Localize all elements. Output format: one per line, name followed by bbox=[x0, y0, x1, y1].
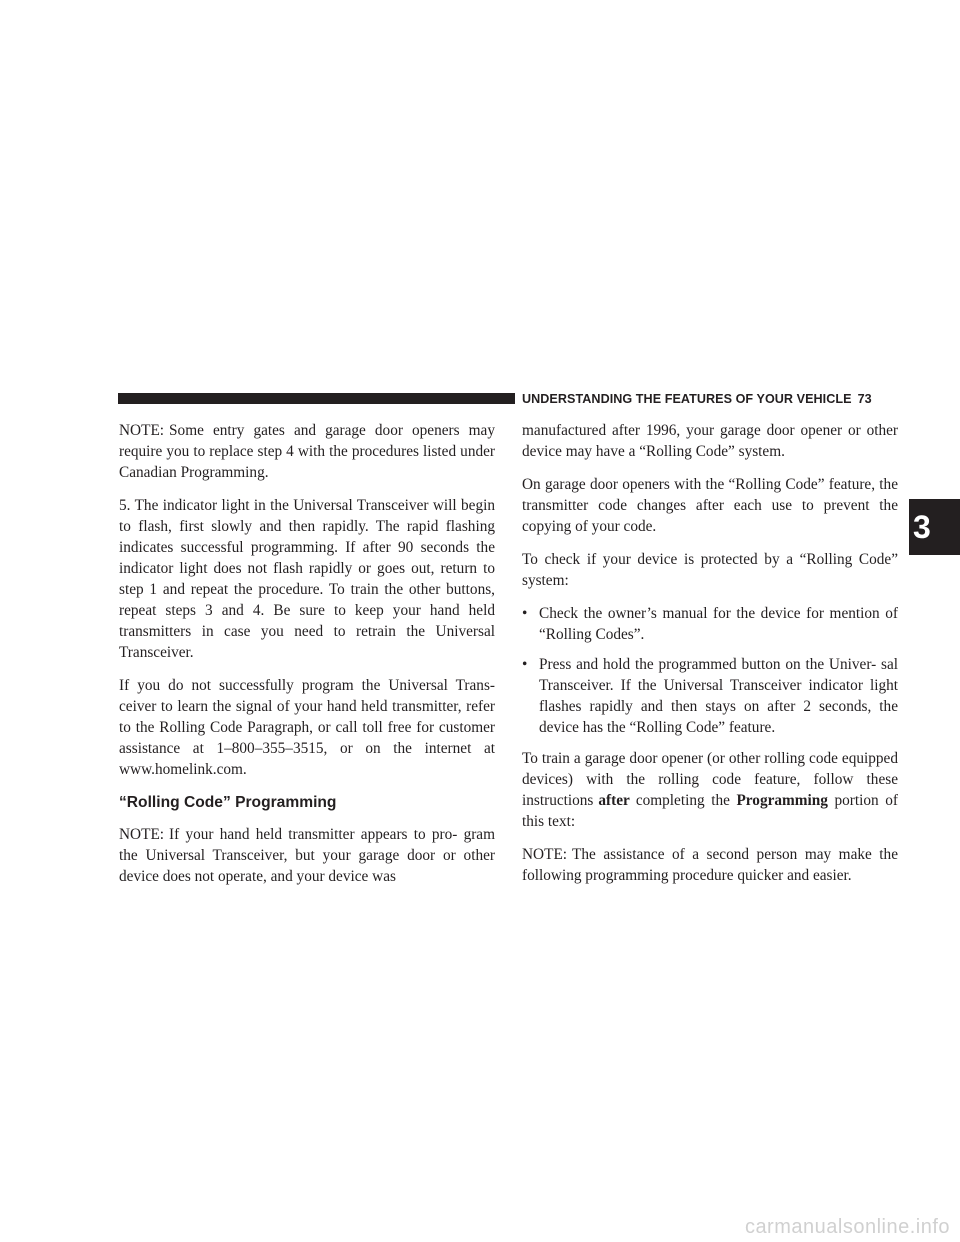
note-label: NOTE: bbox=[119, 422, 165, 439]
list-item bbox=[522, 654, 898, 738]
emphasis-after: after bbox=[598, 792, 630, 809]
list-item-text: Press and hold the programmed button on the Univer- sal Transceiver. If the Universal Transceiver indicator light flashes rapidly and then stays on after 2 seconds, the device has the “Rolling Code” feature. bbox=[539, 656, 898, 736]
note-paragraph bbox=[522, 844, 898, 886]
header-rule bbox=[118, 393, 515, 404]
bullet-icon: • bbox=[522, 656, 528, 673]
note-text: If your hand held transmitter appears to pro- gram the Universal Transceiver, but your garage door or other device does not operate, and your device was bbox=[119, 826, 495, 885]
bullet-list bbox=[522, 603, 898, 738]
step5-paragraph: 5. The indicator light in the Universal Transceiver will begin to flash, first slowly and then rapidly. The rapid flashing indicates successful programming. If after 90 seconds the indicator light does not flash rapidly or goes out, return to step 1 and repeat the procedure. To train the other buttons, repeat steps 3 and 4. Be sure to keep your hand held transmitters in case you need to retrain the Universal Transceiver. bbox=[119, 497, 495, 661]
rolling-code-feature-paragraph: On garage door openers with the “Rolling Code” feature, the transmitter code changes after each use to prevent the copying of your code. bbox=[522, 476, 898, 535]
header-title: UNDERSTANDING THE FEATURES OF YOUR VEHICLE bbox=[522, 392, 852, 406]
note-text: Some entry gates and garage door openers may require you to replace step 4 with the procedures listed under Canadian Programming. bbox=[119, 422, 495, 481]
watermark bbox=[0, 1214, 960, 1242]
train-paragraph bbox=[522, 748, 898, 832]
bullet-icon: • bbox=[522, 605, 528, 622]
chapter-number: 3 bbox=[913, 509, 931, 545]
emphasis-programming: Programming bbox=[736, 792, 828, 809]
note-paragraph bbox=[119, 824, 495, 887]
list-item bbox=[522, 603, 898, 645]
chapter-tab bbox=[909, 499, 960, 555]
note-label: NOTE: bbox=[522, 846, 568, 863]
train-text: portion of this text: bbox=[522, 792, 898, 830]
note-text: The assistance of a second person may make the following programming procedure quicker and easier. bbox=[522, 846, 898, 884]
section-heading: “Rolling Code” Programming bbox=[119, 794, 337, 811]
note-paragraph bbox=[119, 420, 495, 483]
left-column bbox=[119, 420, 495, 899]
train-text: To train a garage door opener (or other rolling code equipped devices) with the rolling code feature, follow these instructions bbox=[522, 750, 898, 809]
running-header bbox=[522, 391, 904, 407]
check-device-paragraph: To check if your device is protected by a “Rolling Code” system: bbox=[522, 551, 898, 589]
list-item-text: Check the owner’s manual for the device for mention of “Rolling Codes”. bbox=[539, 605, 898, 643]
right-column bbox=[522, 420, 898, 898]
train-text: completing the bbox=[635, 792, 730, 809]
note-label: NOTE: bbox=[119, 826, 165, 843]
continued-paragraph: manufactured after 1996, your garage door opener or other device may have a “Rolling Code” system. bbox=[522, 422, 898, 460]
assistance-paragraph: If you do not successfully program the Universal Trans- ceiver to learn the signal of your hand held transmitter, refer to the Rolling Code Paragraph, or call toll free for customer assistance at 1–800–355–3515, or on the internet at www.homelink.com. bbox=[119, 677, 495, 778]
page-number: 73 bbox=[857, 392, 872, 406]
watermark-text: carmanualsonline.info bbox=[744, 1216, 950, 1238]
